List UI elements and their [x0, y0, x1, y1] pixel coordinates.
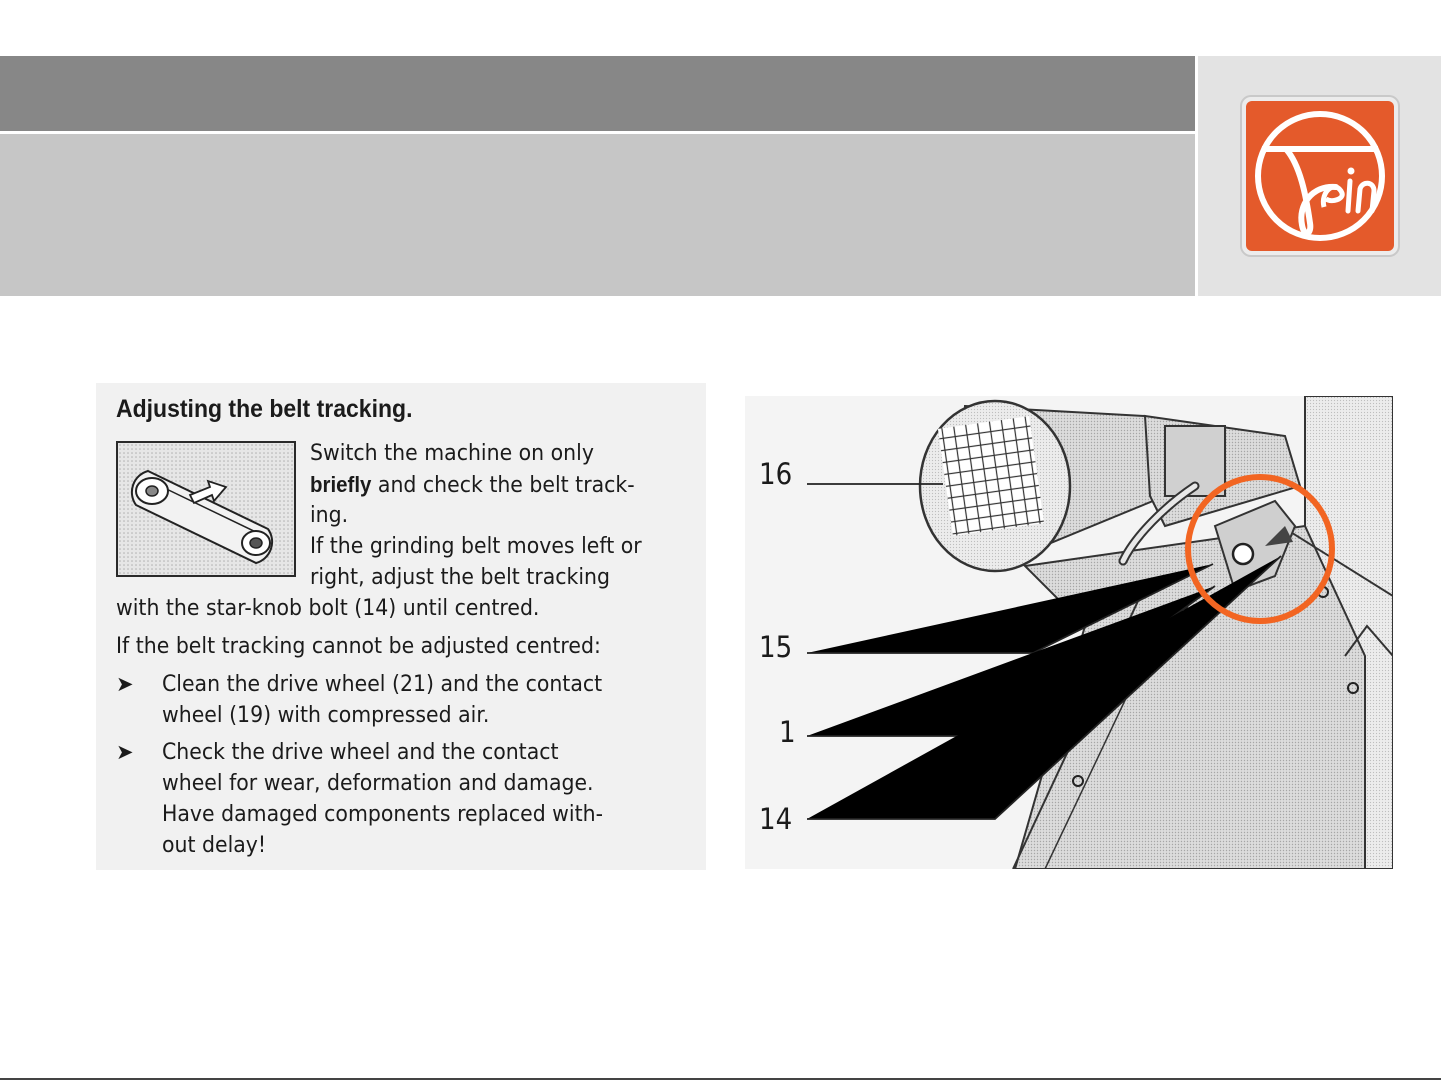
- emphasis-briefly: briefly: [310, 472, 372, 497]
- logo-square: [1246, 101, 1394, 251]
- bullet-arrow-2: ➤: [116, 740, 134, 764]
- condition-text: If the belt tracking cannot be adjusted centred:: [116, 634, 601, 659]
- bullet-arrow-1: ➤: [116, 672, 134, 696]
- intro-line-2: briefly and check the belt track-: [310, 472, 635, 498]
- intro-line-4: If the grinding belt moves left or: [310, 534, 642, 559]
- bullet-2-line-2: wheel for wear, deformation and damage.: [162, 771, 594, 796]
- bullet-2-line-3: Have damaged components replaced with-: [162, 802, 603, 827]
- belt-tracking-thumbnail: [116, 441, 296, 577]
- callout-16: 16: [759, 457, 793, 491]
- intro-line-6: with the star-knob bolt (14) until centred.: [116, 596, 540, 621]
- intro-line-5: right, adjust the belt tracking: [310, 565, 611, 590]
- section-title: Adjusting the belt tracking.: [116, 395, 413, 423]
- bullet-1-line-2: wheel (19) with compressed air.: [162, 703, 490, 728]
- callout-1: 1: [779, 715, 796, 749]
- callout-14: 14: [759, 802, 793, 836]
- bullet-1-line-1: Clean the drive wheel (21) and the contact: [162, 672, 603, 697]
- callout-15: 15: [759, 630, 793, 664]
- intro-line-1: Switch the machine on only: [310, 441, 594, 466]
- fein-logo: [1240, 95, 1400, 257]
- header-bar-bottom: [0, 134, 1195, 296]
- header-bar-top: [0, 56, 1195, 131]
- footer-rule: [0, 1078, 1441, 1080]
- bullet-2-line-1: Check the drive wheel and the contact: [162, 740, 559, 765]
- machine-figure: [745, 396, 1393, 869]
- instruction-scan: [96, 383, 706, 870]
- intro-line-3: ing.: [310, 503, 349, 528]
- bullet-2-line-4: out delay!: [162, 833, 267, 858]
